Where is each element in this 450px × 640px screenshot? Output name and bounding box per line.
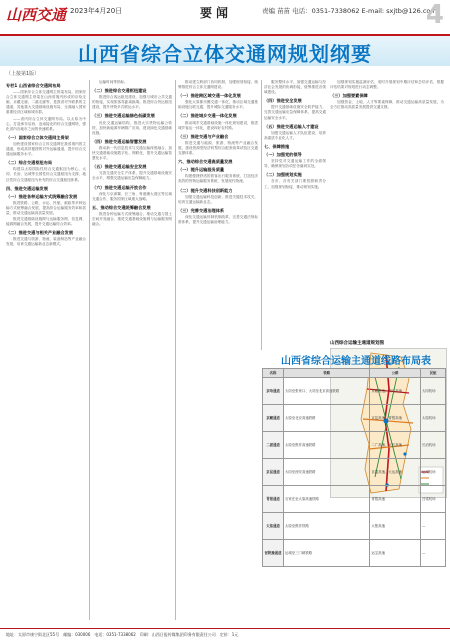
table-cell: 京藏高速、荣乌高速 — [370, 378, 421, 405]
table-header-cell: 民航 — [420, 369, 445, 378]
table-cell: — — [420, 540, 445, 567]
article-paragraph: 构建便捷舒适的旅客出行服务系统，打造经济高效的货物运输服务系统，发展现代物流。 — [178, 174, 258, 184]
table-cell: 运城至三门峡铁路 — [284, 540, 370, 567]
corridor-name-cell: 京藏通道 — [263, 405, 284, 432]
section-heading: 五、推动综合交通统筹融合发展 — [92, 204, 151, 210]
table-cell: 运宝高速 — [370, 540, 421, 567]
table-row — [263, 513, 446, 540]
table-row — [263, 405, 446, 432]
article-paragraph: ——省内综合立体交通网布局。以太原为中心，打造承东启西、连南接北的综合交通网络，强化省内各地市之间的快速联系。 — [6, 116, 86, 131]
table-title: 山西省综合运输主通道线路布局表 — [281, 356, 431, 367]
table-cell: 太原至北京高速铁路 — [284, 405, 370, 432]
table-cell: 吕梁机场 — [420, 486, 445, 513]
table-row — [263, 432, 446, 459]
footer: 地址：太原市康宁街北区55号 邮编：030006 电话：0351-7338062 印刷：山西日报传媒集团印务有限责任公司 定价：1元 — [0, 628, 450, 640]
corridor-name-cell: 太焦通道 — [263, 513, 284, 540]
article-paragraph: 推动城乡交通基础设施一体化规划建设，推进城乡客运一体化，建设四好农村路。 — [178, 120, 258, 130]
table-cell: 京昆高速、青银高速 — [370, 405, 421, 432]
table-cell: 太原至焦作铁路 — [284, 513, 370, 540]
table-cell: 石家庄至太原高速铁路 — [284, 486, 370, 513]
article-paragraph: 各市、各有关部门要按照职责分工，加强规划衔接，推动规划实施。 — [264, 179, 326, 189]
table-cell: — — [420, 513, 445, 540]
article-paragraph: ——国家综合立体交通网主骨架布局。国家综合立体交通网主骨架在山西省境内形成的京哈走廊、京藏走廊、二湛走廊等，是我省对外联系的主通道，其他重大交通基础设施布局，全面融入国家重要经济区域和城市群。 — [6, 90, 86, 115]
article-paragraph: 提升交通基础设施安全防护能力，完善交通运输应急保障体系，提高交通运输安全水平。 — [264, 105, 326, 120]
section-heading: 七、保障措施 — [264, 143, 290, 149]
table-row — [263, 378, 446, 405]
article-paragraph: 加强规划实施监测评估，适时开展规划中期评估和总结评估，根据评估结果对规划进行动态调整。 — [330, 80, 444, 90]
article-paragraph: 推进交通与旅游、物流、装备制造等产业融合发展，培育交通运输新业态新模式。 — [6, 237, 86, 247]
table-cell: 京昆高速、大运高速 — [370, 459, 421, 486]
table-cell: 大同机场 — [420, 378, 445, 405]
section-title: 要闻 — [200, 6, 233, 20]
column-divider — [175, 80, 176, 620]
section-heading: （三）推进交通运输绿色低碳发展 — [92, 113, 155, 119]
section-heading: （二）提升交通科技创新能力 — [178, 187, 233, 193]
section-heading: （二）推进综合交通枢纽建设 — [92, 88, 147, 94]
section-heading: （二）推进交通与相关产业融合发展 — [6, 230, 74, 236]
issue-date: 2023年4月20日 — [70, 7, 123, 15]
article-paragraph: 推进交通与能源、旅游、物流等产业融合发展，建设资源型经济转型综合配套改革试验区交通支撑体系。 — [178, 140, 258, 156]
table-cell: 太原机场 — [420, 405, 445, 432]
section-heading: （一）提升运输服务质量 — [178, 167, 225, 173]
table-header-cell: 公路 — [370, 369, 421, 378]
table-cell: 二广高速、太长高速 — [370, 432, 421, 459]
section-heading: （四）推进交通运输智慧发展 — [92, 138, 147, 144]
table-cell: 青银高速 — [370, 486, 421, 513]
article-paragraph: 推动建立跨部门协同机制，加强规划衔接，统筹推进综合立体交通网建设。 — [178, 80, 258, 90]
article-paragraph: 运输时间等指标。 — [99, 80, 128, 84]
article-paragraph: 加强交通运输人才队伍建设，培养高素质专业化人才。 — [264, 130, 326, 140]
editor-contact: 责编 苗苗 电话：0351-7338062 E-mail: sxjtb@126.com — [262, 7, 437, 15]
article-paragraph: 推进交通基础设施网与运输服务网、信息网、能源网融合发展，提升交通运输综合效率。 — [6, 217, 86, 227]
article-column-1 — [6, 80, 86, 620]
column-divider — [89, 80, 90, 620]
table-cell: 太焦高速 — [370, 513, 421, 540]
section-heading: （六）推进交通运输开放合作 — [92, 184, 147, 190]
article-paragraph: 加强资金、土地、人才等要素保障，推动交通运输高质量发展，为全方位推动高质量发展提供交通支撑。 — [330, 100, 444, 110]
newspaper-logo: 山西交通 — [6, 6, 67, 24]
table-header-cell: 铁路 — [284, 369, 370, 378]
article-paragraph: 优化交通运输结构，推进大宗货物运输公转铁，加快新能源车辆推广应用，建设绿色交通基础设施。 — [92, 120, 172, 135]
section-heading: （一）推进各种运输方式统筹融合发展 — [6, 193, 78, 199]
corridor-table — [262, 368, 446, 567]
corridor-name-cell: 青银通道 — [263, 486, 284, 513]
article-paragraph: 构建以太原国际性综合交通枢纽为核心，大同、长治、运城等全国性综合交通枢纽为支撑，地区性综合交通枢纽为补充的综合交通枢纽体系。 — [6, 167, 86, 182]
map-title: 山西综合运输主通道规划图 — [330, 341, 384, 346]
article-paragraph: 服务整体水平，加强交通运输与经济社会发展的协调衔接，统筹推进各领域建设。 — [264, 80, 326, 95]
table-header-cell: 名称 — [263, 369, 284, 378]
table-cell: 太原至焦作高速铁路 — [284, 432, 370, 459]
article-paragraph: 推进各种运输方式统筹融合，推动交通与国土空间开发融合，推进交通基础设施网与运输服务网融合。 — [92, 211, 172, 227]
section-heading: （一）加强党的领导 — [264, 152, 302, 158]
corridor-name-cell: 京昆通道 — [263, 459, 284, 486]
section-heading: （一）国家综合立体交通网主骨架 — [6, 134, 69, 140]
corridor-name-cell: 晋陕豫通道 — [263, 540, 284, 567]
article-paragraph: 深化与京津冀、长三角、粤港澳大湾区等区域交通合作，服务国家区域重大战略。 — [92, 191, 172, 201]
section-heading: （三）加强要素保障 — [330, 93, 368, 99]
table-cell: 长治机场 — [420, 432, 445, 459]
article-column-5 — [330, 80, 444, 336]
section-heading: （四）推进安全发展 — [264, 98, 302, 104]
article-column-4 — [264, 80, 326, 348]
article-column-2 — [92, 80, 172, 620]
table-row — [263, 459, 446, 486]
headline: 山西省综合立体交通网规划纲要 — [78, 42, 372, 66]
table-cell: 大同至西安高速铁路 — [284, 459, 370, 486]
article-paragraph: 坚持党对交通运输工作的全面领导，确保规划各项任务落到实处。 — [264, 159, 326, 169]
column-divider — [261, 80, 262, 350]
article-paragraph: 加强交通运输科技创新，推进关键技术攻关，培育交通运输新业态。 — [178, 194, 258, 204]
article-paragraph: 加快建设国家综合立体交通网在我省境内的主通道，形成高效便捷的对外运输通道，提升综合交通运输服务水平。 — [6, 141, 86, 157]
table-row — [263, 486, 446, 513]
section-heading: 六、推动综合交通高质量发展 — [178, 159, 233, 165]
article-paragraph: 推动新一代信息技术与交通运输深度融合，加快交通基础设施数字化、网联化，提升交通运输智慧化水平。 — [92, 145, 172, 161]
section-heading: 四、推进交通运输发展 — [6, 185, 48, 191]
corridor-name-cell: 二湛通道 — [263, 432, 284, 459]
section-heading: （二）综合交通枢纽布局 — [6, 160, 53, 166]
byline: （上接第1版） — [6, 71, 40, 77]
article-paragraph: 完善交通安全生产体系，提升交通基础设施安全水平，增强交通运输应急保障能力。 — [92, 171, 172, 181]
page-number: 4 — [425, 0, 444, 30]
article-column-3 — [178, 80, 258, 620]
section-heading: （五）推进交通运输安全发展 — [92, 164, 147, 170]
article-paragraph: 推进综合客运枢纽建设，加强与城市公共交通的衔接，实现旅客零距离换乘。推进综合货运枢纽建设，提升货物多式联运水平。 — [92, 95, 172, 110]
article-paragraph: 强化太原都市圈交通一体化，推动区域交通基础设施互联互通，提升城际交通服务水平。 — [178, 100, 258, 110]
section-heading: （三）推进交通与产业融合 — [178, 133, 229, 139]
section-heading: 专栏1 山西省综合交通网布局 — [6, 83, 61, 88]
section-heading: （三）完善交通治理体系 — [178, 207, 225, 213]
section-heading: （五）推进交通运输人才建设 — [264, 123, 319, 129]
table-row — [263, 540, 446, 567]
section-heading: （二）加强规划实施 — [264, 172, 302, 178]
corridor-name-cell: 京哈通道 — [263, 378, 284, 405]
masthead — [0, 0, 450, 36]
article-paragraph: 深化交通运输体制机制改革，完善交通法规标准体系，提升交通运输治理能力。 — [178, 214, 258, 224]
section-heading: （二）推进城乡交通一体化发展 — [178, 113, 237, 119]
section-heading: （一）推进跨区域交通一体化发展 — [178, 93, 241, 99]
table-cell: 运城机场 — [420, 459, 445, 486]
table-cell: 大同至张家口、大同至北京高速铁路 — [284, 378, 370, 405]
table-header-row — [263, 369, 446, 378]
article-paragraph: 推进铁路、公路、水运、民航、邮政等多种运输方式统筹融合发展，提高综合运输服务效率和质量，推动交通运输高质量发展。 — [6, 200, 86, 215]
